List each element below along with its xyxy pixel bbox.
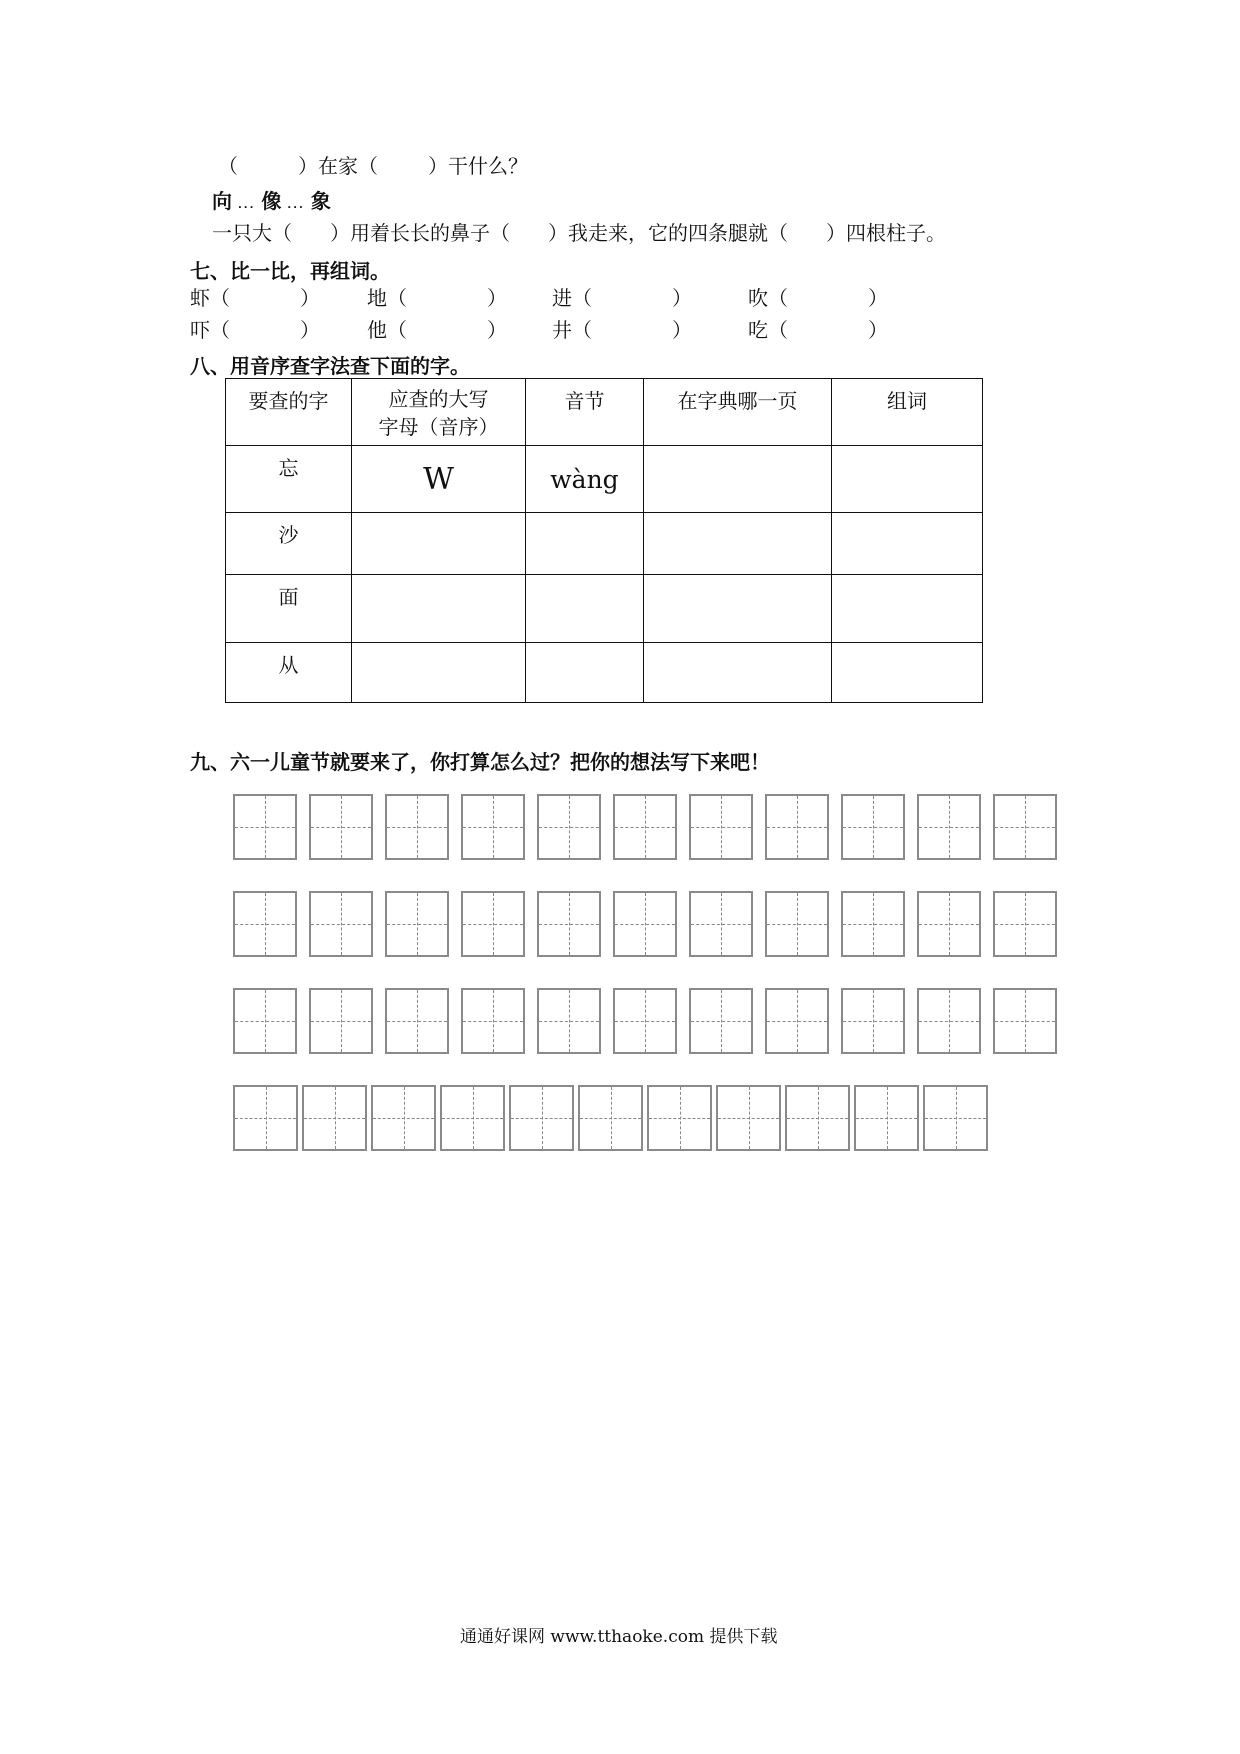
header-letter-line2: 字母（音序） [378, 415, 499, 439]
q7-r2-c3: 井（ [552, 318, 592, 342]
row-letter-blank[interactable] [352, 575, 526, 643]
q7-r2-c1: 吓（ [190, 318, 230, 342]
table-row [226, 643, 983, 703]
writing-cell[interactable] [440, 1085, 505, 1151]
writing-cell[interactable] [461, 794, 525, 860]
writing-cell[interactable] [385, 794, 449, 860]
choice-dots-1: ... [238, 200, 256, 211]
q7-r1-c4-close: ） [868, 286, 888, 310]
q6-line-a-open: （ [218, 154, 238, 178]
row-words-blank[interactable] [832, 513, 983, 575]
page-footer: 通通好课网 www.tthaoke.com 提供下载 [460, 1627, 778, 1647]
q7-r1-c3-close: ） [672, 286, 692, 310]
q6-word-choices [212, 189, 331, 218]
writing-cell[interactable] [537, 891, 601, 957]
row-char: 沙 [226, 513, 352, 575]
row-page-blank[interactable] [644, 575, 832, 643]
q7-r1-c2-close: ） [487, 286, 507, 310]
row-letter-blank[interactable] [352, 643, 526, 703]
writing-cell[interactable] [841, 891, 905, 957]
writing-cell[interactable] [309, 794, 373, 860]
q9-heading: 九、六一儿童节就要来了，你打算怎么过？把你的想法写下来吧！ [190, 750, 770, 774]
writing-cell[interactable] [765, 794, 829, 860]
writing-cell[interactable] [841, 988, 905, 1054]
writing-cell[interactable] [613, 988, 677, 1054]
table-row [226, 513, 983, 575]
q7-r1-c1-close: ） [300, 286, 320, 310]
q7-r2-c4: 吃（ [748, 318, 788, 342]
writing-cell[interactable] [993, 794, 1057, 860]
writing-cell[interactable] [309, 891, 373, 957]
q6-sentence-part1: 一只大（ [212, 221, 292, 245]
sample-letter: W [423, 461, 454, 497]
q6-sentence-part3: ）我走来，它的四条腿就（ [548, 221, 788, 245]
q7-r1-c1: 虾（ [190, 286, 230, 310]
q8-heading: 八、用音序查字法查下面的字。 [190, 354, 470, 378]
writing-grid-row-2 [233, 891, 1069, 957]
writing-cell[interactable] [233, 794, 297, 860]
writing-cell[interactable] [689, 891, 753, 957]
writing-cell[interactable] [537, 794, 601, 860]
row-page-blank[interactable] [644, 446, 832, 513]
choice-xiang-1: 向 [212, 189, 232, 213]
writing-cell[interactable] [578, 1085, 643, 1151]
q7-r1-c2: 地（ [367, 286, 407, 310]
writing-cell[interactable] [917, 988, 981, 1054]
writing-cell[interactable] [647, 1085, 712, 1151]
writing-cell[interactable] [613, 794, 677, 860]
row-page-blank[interactable] [644, 513, 832, 575]
writing-cell[interactable] [613, 891, 677, 957]
header-char: 要查的字 [226, 379, 352, 446]
writing-cell[interactable] [537, 988, 601, 1054]
writing-cell[interactable] [233, 1085, 298, 1151]
dictionary-lookup-table [225, 378, 983, 703]
writing-cell[interactable] [993, 891, 1057, 957]
writing-cell[interactable] [385, 891, 449, 957]
row-words-blank[interactable] [832, 575, 983, 643]
q6-sentence-part2: ）用着长长的鼻子（ [330, 221, 510, 245]
writing-cell[interactable] [371, 1085, 436, 1151]
table-row [226, 446, 983, 513]
q6-sentence-part4: ）四根柱子。 [826, 221, 946, 245]
row-words-blank[interactable] [832, 446, 983, 513]
table-header-row [226, 379, 983, 446]
writing-cell[interactable] [302, 1085, 367, 1151]
header-page: 在字典哪一页 [644, 379, 832, 446]
q7-r2-c4-close: ） [868, 318, 888, 342]
header-letter-line1: 应查的大写 [388, 387, 489, 411]
q6-line-a-part1: ）在家（ [298, 154, 378, 178]
writing-grid-row-3 [233, 988, 1069, 1054]
table-row [226, 575, 983, 643]
writing-cell[interactable] [917, 794, 981, 860]
writing-cell[interactable] [689, 988, 753, 1054]
writing-cell[interactable] [993, 988, 1057, 1054]
writing-cell[interactable] [385, 988, 449, 1054]
writing-cell[interactable] [765, 988, 829, 1054]
writing-grid-row-4 [233, 1085, 992, 1151]
q7-r2-c2-close: ） [487, 318, 507, 342]
writing-cell[interactable] [689, 794, 753, 860]
writing-cell[interactable] [765, 891, 829, 957]
row-words-blank[interactable] [832, 643, 983, 703]
choice-xiang-2: 像 [261, 189, 282, 213]
q6-line-a [218, 154, 528, 178]
writing-cell[interactable] [461, 988, 525, 1054]
q7-r2-c2: 他（ [367, 318, 407, 342]
row-syllable-blank[interactable] [526, 513, 644, 575]
row-syllable-blank[interactable] [526, 643, 644, 703]
row-page-blank[interactable] [644, 643, 832, 703]
q6-sentence [212, 221, 946, 245]
header-letter [352, 379, 526, 446]
q6-line-a-part2: ）干什么？ [428, 154, 528, 178]
row-char: 面 [226, 575, 352, 643]
q7-heading: 七、比一比，再组词。 [190, 259, 390, 283]
header-words: 组词 [832, 379, 983, 446]
writing-cell[interactable] [461, 891, 525, 957]
header-syllable: 音节 [526, 379, 644, 446]
writing-cell[interactable] [233, 988, 297, 1054]
writing-cell[interactable] [917, 891, 981, 957]
writing-cell[interactable] [785, 1085, 850, 1151]
writing-cell[interactable] [509, 1085, 574, 1151]
writing-cell[interactable] [923, 1085, 988, 1151]
row-char: 忘 [226, 446, 352, 513]
row-letter [352, 446, 526, 513]
row-syllable-blank[interactable] [526, 575, 644, 643]
writing-cell[interactable] [854, 1085, 919, 1151]
q7-r1-c4: 吹（ [748, 286, 788, 310]
q7-r2-c1-close: ） [300, 318, 320, 342]
row-char: 从 [226, 643, 352, 703]
writing-cell[interactable] [309, 988, 373, 1054]
writing-grid-row-1 [233, 794, 1069, 860]
q7-r1-c3: 进（ [552, 286, 592, 310]
choice-xiang-3: 象 [310, 189, 331, 213]
writing-cell[interactable] [716, 1085, 781, 1151]
q7-r2-c3-close: ） [672, 318, 692, 342]
sample-syllable: wàng [550, 464, 619, 494]
row-syllable [526, 446, 644, 513]
row-letter-blank[interactable] [352, 513, 526, 575]
writing-cell[interactable] [841, 794, 905, 860]
choice-dots-2: ... [287, 200, 305, 211]
writing-cell[interactable] [233, 891, 297, 957]
